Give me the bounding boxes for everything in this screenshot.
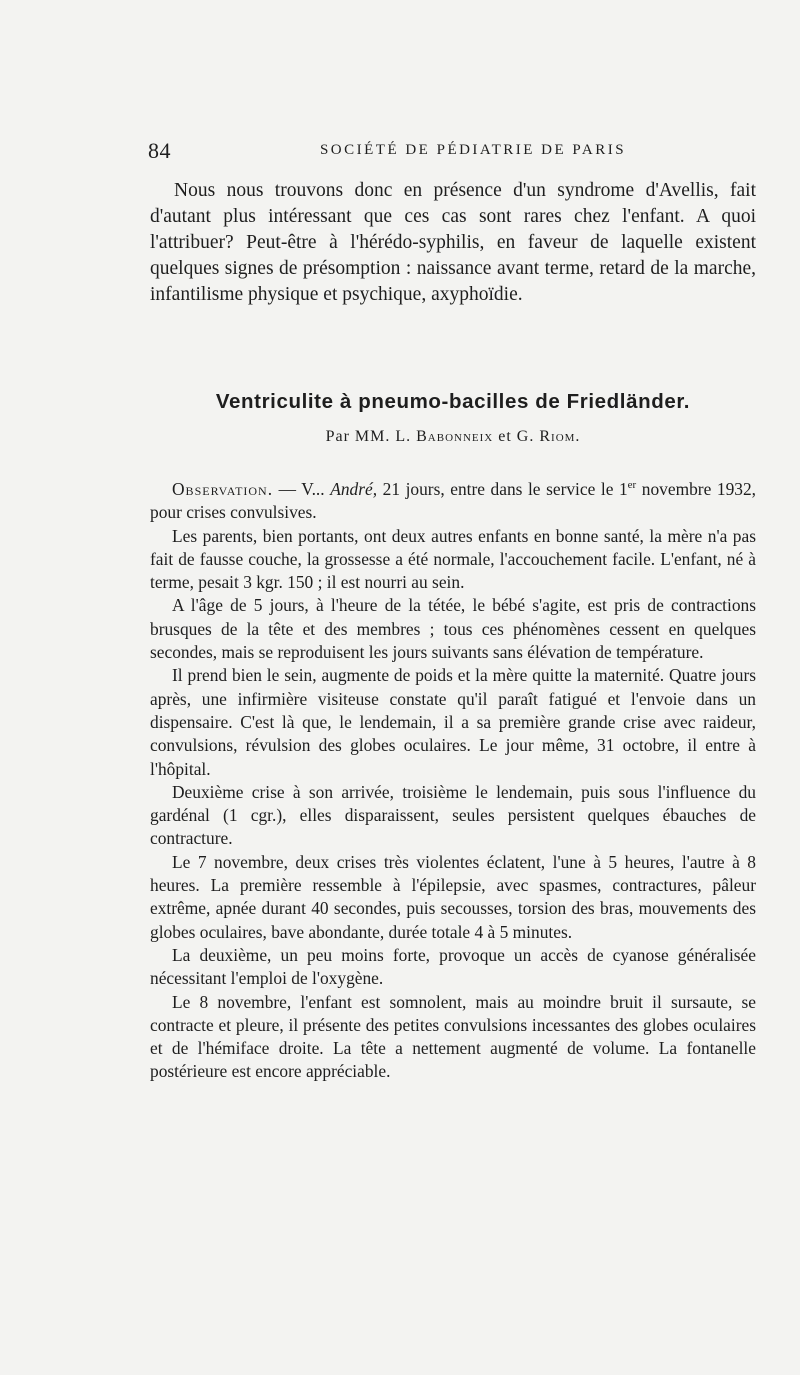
body-paragraph: A l'âge de 5 jours, à l'heure de la tétée, le bébé s'agite, est pris de contractions brusques de la tête et des membres ; tous ces phénomènes cessent en quelques secondes, mais se reproduisent les jours suivants sans élévation de température. xyxy=(150,595,756,663)
page-header xyxy=(148,138,758,164)
authors-prefix: Par MM. L. xyxy=(325,428,412,445)
body-paragraph: Les parents, bien portants, ont deux autres enfants en bonne santé, la mère n'a pas fait de fausse couche, la grossesse a été normale, l'accouchement facile. L'enfant, né à terme, pesait 3 kgr. 150 ; il est nourri au sein. xyxy=(150,525,756,593)
article-authors xyxy=(150,428,756,446)
page-number: 84 xyxy=(148,138,171,163)
running-head: SOCIÉTÉ DE PÉDIATRIE DE PARIS xyxy=(319,142,627,158)
body-paragraph: Deuxième crise à son arrivée, troisième le lendemain, puis sous l'influence du gardénal (1 cgr.), elles disparaissent, seules persistent quelques ébauches de contracture. xyxy=(150,781,756,849)
patient-name: André, xyxy=(330,479,378,499)
observation-text: 21 jours, entre dans le service le 1 xyxy=(382,479,628,499)
body-paragraph: La deuxième, un peu moins forte, provoque un accès de cyanose généralisée nécessitant l'emploi de l'oxygène. xyxy=(150,944,756,989)
intro-paragraph: Nous nous trouvons donc en présence d'un syndrome d'Avellis, fait d'autant plus intéressant que ces cas sont rares chez l'enfant. A quoi l'attribuer? Peut-être à l'hérédo-syphilis, en faveur de laquelle existent quelques signes de présomption : naissance avant terme, retard de la marche, infantilisme physique et psychique, axyphoïdie. xyxy=(150,180,756,305)
observation-label: Observation. xyxy=(172,479,274,499)
observation-text-end: novembre 1932, pour crises convulsives. xyxy=(150,479,756,523)
author-name: Riom xyxy=(539,428,576,445)
body-paragraph: Le 7 novembre, deux crises très violentes éclatent, l'une à 5 heures, l'autre à 8 heures. La première ressemble à l'épilepsie, avec spasmes, contractures, pâleur extrême, apnée durant 40 secondes, puis secousses, torsion des bras, mouvements des globes oculaires, bave abondante, durée totale 4 à 5 minutes. xyxy=(150,851,756,942)
author-name: Babonneix xyxy=(416,428,494,445)
observation-dash: — V... xyxy=(278,479,325,499)
body-paragraph: Il prend bien le sein, augmente de poids et la mère quitte la maternité. Quatre jours après, une infirmière visiteuse constate qu'il paraît fatigué et l'envoie dans un dispensaire. C'est là que, le lendemain, il a sa première grande crise avec raideur, convulsions, révulsion des globes oculaires. Le jour même, 31 octobre, il entre à l'hôpital. xyxy=(150,665,756,779)
ordinal-superscript: er xyxy=(627,479,637,492)
article-title: Ventriculite à pneumo-bacilles de Friedländer. xyxy=(215,390,691,413)
body-paragraph: Le 8 novembre, l'enfant est somnolent, mais au moindre bruit il sursaute, se contracte et pleure, il présente des petites convulsions incessantes des globes oculaires et de l'hémiface droite. La tête a nettement augmenté de volume. La fontanelle postérieure est encore appréciable. xyxy=(150,991,756,1082)
authors-conjunction: et G. xyxy=(498,428,535,445)
authors-suffix: . xyxy=(575,428,581,445)
intro-section xyxy=(150,178,756,308)
article-body xyxy=(150,478,756,1084)
observation-paragraph xyxy=(150,478,756,525)
